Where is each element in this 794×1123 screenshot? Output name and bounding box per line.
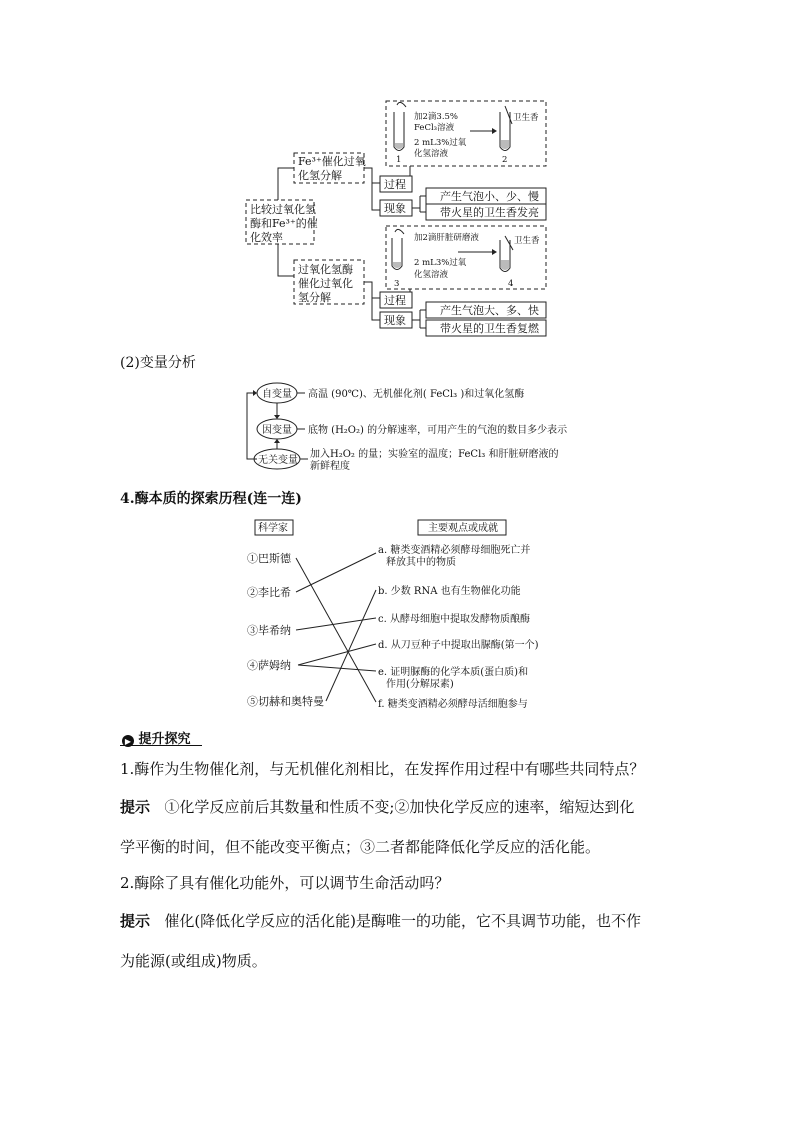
irrelevant-text-2: 新鲜程度 xyxy=(310,461,350,472)
a-reagent2-line-2: 化氢溶液 xyxy=(414,149,449,159)
scientist-4: ④萨姆纳 xyxy=(247,659,291,672)
branch-b-line-3: 氢分解 xyxy=(298,291,331,304)
a-incense-label: 卫生香 xyxy=(513,113,539,123)
scientist-3: ③毕希纳 xyxy=(247,624,291,637)
branch-a-line-2: 化氢分解 xyxy=(298,169,342,182)
root-line-1: 比较过氧化氢 xyxy=(250,203,316,216)
answer-1-line-1-wrap xyxy=(120,796,634,818)
explore-heading: 提升探究 xyxy=(138,732,191,747)
a-phenomenon-label: 现象 xyxy=(384,202,406,215)
root-line-2: 酶和Fe³⁺的催 xyxy=(250,217,318,230)
b-phenomenon-label: 现象 xyxy=(384,314,406,327)
scientist-1: ①巴斯德 xyxy=(247,552,291,565)
incense-stick-a xyxy=(505,106,512,124)
a-process-label: 过程 xyxy=(384,178,406,191)
answer-2-line-1-wrap xyxy=(120,910,641,932)
variable-analysis-diagram xyxy=(0,375,794,475)
match-line-5-b xyxy=(326,590,376,701)
achievement-c: c. 从酵母细胞中提取发酵物质酿酶 xyxy=(378,614,530,625)
question-2: 2.酶除了具有催化功能外，可以调节生命活动吗？ xyxy=(120,874,450,892)
irrelevant-text-1: 加入H₂O₂ 的量；实验室的温度；FeCl₃ 和肝脏研磨液的 xyxy=(310,449,559,460)
tube-2-label: 2 xyxy=(502,155,508,165)
match-line-2-a xyxy=(296,553,376,592)
scientist-2: ②李比希 xyxy=(247,586,291,599)
explore-underline xyxy=(120,745,202,746)
catalysis-comparison-diagram xyxy=(0,0,794,345)
match-line-4-d xyxy=(298,644,376,665)
tip-label-2: 提示 xyxy=(120,912,151,930)
tube-3-label: 3 xyxy=(394,279,400,289)
b-reagent2-line-1: 2 mL3%过氧 xyxy=(414,258,467,268)
dependent-text: 底物 (H₂O₂) 的分解速率，可用产生的气泡的数目多少表示 xyxy=(308,425,568,436)
b-reagent1: 加2滴肝脏研磨液 xyxy=(414,233,479,243)
scientist-header: 科学家 xyxy=(258,523,288,534)
branch-a-line-1: Fe³⁺催化过氧 xyxy=(298,155,366,168)
tip-label-1: 提示 xyxy=(120,798,151,816)
achievement-e-line-1: e. 证明脲酶的化学本质(蛋白质)和 xyxy=(378,667,529,678)
a-process-diagram xyxy=(386,101,546,166)
b-incense-label: 卫生香 xyxy=(514,236,540,246)
match-line-4-e xyxy=(298,665,376,671)
enzyme-history-heading: 4.酶本质的探索历程(连一连) xyxy=(120,491,302,507)
achievement-a-line-1: a. 糖类变酒精必须酵母细胞死亡并 xyxy=(378,545,531,556)
b-result-2: 带火星的卫生香复燃 xyxy=(440,322,539,335)
tube-4-label: 4 xyxy=(508,279,514,289)
irrelevant-label: 无关变量 xyxy=(258,455,298,466)
b-process-label: 过程 xyxy=(384,294,406,307)
achievement-d: d. 从刀豆种子中提取出脲酶(第一个) xyxy=(378,640,539,651)
incense-stick-b xyxy=(505,236,513,250)
answer-1-line-2: 学平衡的时间，但不能改变平衡点；③二者都能降低化学反应的活化能。 xyxy=(120,838,601,856)
achievement-a-line-2: 释放其中的物质 xyxy=(386,557,456,568)
tube-1-label: 1 xyxy=(396,155,402,165)
dependent-label: 因变量 xyxy=(262,425,292,436)
achievement-e-line-2: 作用(分解尿素) xyxy=(386,679,454,690)
a-result-2: 带火星的卫生香发亮 xyxy=(440,206,539,219)
question-1: 1.酶作为生物催化剂，与无机催化剂相比，在发挥作用过程中有哪些共同特点？ xyxy=(120,760,645,778)
b-result-1: 产生气泡大、多、快 xyxy=(440,304,539,317)
branch-b-line-2: 催化过氧化 xyxy=(298,277,353,290)
answer-2-line-1: 催化(降低化学反应的活化能)是酶唯一的功能，它不具调节功能，也不作 xyxy=(164,912,642,930)
independent-text: 高温 (90℃)、无机催化剂( FeCl₃ )和过氧化氢酶 xyxy=(308,389,525,400)
match-line-3-c xyxy=(296,618,376,630)
explore-icon: ▶ xyxy=(122,735,134,747)
scientist-5: ⑤切赫和奥特曼 xyxy=(247,695,324,708)
a-reagent1-line-2: FeCl₃溶液 xyxy=(414,123,455,133)
enzyme-history-matching xyxy=(0,515,794,715)
answer-2-line-2: 为能源(或组成)物质。 xyxy=(120,952,267,970)
a-reagent2-line-1: 2 mL3%过氧 xyxy=(414,138,467,148)
answer-1-line-1: ①化学反应前后其数量和性质不变;②加快化学反应的速率，缩短达到化 xyxy=(164,798,635,816)
achievement-header: 主要观点或成就 xyxy=(428,523,498,534)
a-result-1: 产生气泡小、少、慢 xyxy=(440,190,539,203)
match-line-1-f xyxy=(296,558,376,702)
achievement-f: f. 糖类变酒精必须酵母活细胞参与 xyxy=(378,699,528,710)
independent-label: 自变量 xyxy=(262,389,292,400)
root-line-3: 化效率 xyxy=(250,231,283,244)
a-reagent1-line-1: 加2滴3.5% xyxy=(414,112,459,122)
b-reagent2-line-2: 化氢溶液 xyxy=(414,270,449,280)
achievement-b: b. 少数 RNA 也有生物催化功能 xyxy=(378,586,521,597)
variable-analysis-heading: (2)变量分析 xyxy=(120,355,196,371)
branch-b-line-1: 过氧化氢酶 xyxy=(298,263,353,276)
